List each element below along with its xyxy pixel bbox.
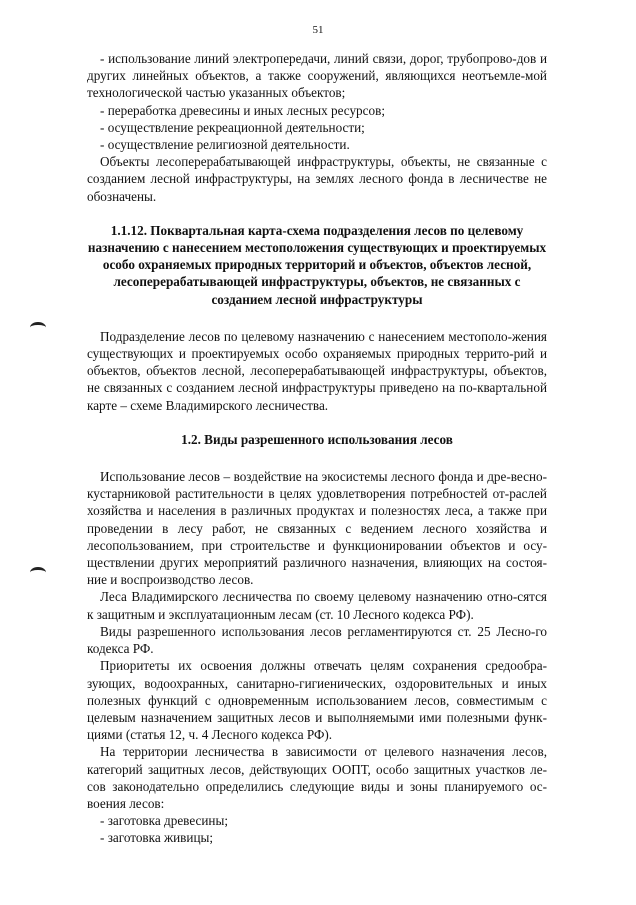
list-item: - осуществление рекреационной деятельности; bbox=[100, 119, 365, 135]
paragraph: На территории лесничества в зависимости от целевого назначения лесов, категорий защитных лесов, действующих ООПТ, особо защитных участков ле-сов законодательно определились следующие виды и зоны планируемого ос-воения лесов: bbox=[87, 744, 547, 811]
paragraph: Приоритеты их освоения должны отвечать целям сохранения средообра-зующих, водоохранных, санитарно-гигиенических, оздоровительных и иных полезных функций с одновременным использованием лесов, совместимым с целевым назначением защитных лесов и выполняемыми ими полезными функ-циями (статья 12, ч. 4 Лесного кодекса РФ). bbox=[87, 658, 547, 743]
section-heading: 1.1.12. Поквартальная карта-схема подразделения лесов по целевому назначению с нанесением местоположения существующих и проектируемых особо охраняемых природных территорий и объектов, объектов лесной, лесоперерабатывающей инфраструктуры, объектов, не связанных с созданием лесной инфраструктуры bbox=[87, 222, 547, 307]
scan-artifact-mark bbox=[30, 322, 46, 333]
page-number: 51 bbox=[312, 24, 324, 36]
paragraph: Леса Владимирского лесничества по своему целевому назначению отно-сятся к защитным и эксплуатационным лесам (ст. 10 Лесного кодекса РФ). bbox=[87, 589, 547, 622]
paragraph: Виды разрешенного использования лесов регламентируются ст. 25 Лесно-го кодекса РФ. bbox=[87, 623, 547, 657]
list-item: - использование линий электропередачи, линий связи, дорог, трубопрово-дов и других линейных объектов, а также сооружений, являющихся неотъемле-мой технологической частью указанных объектов; bbox=[87, 51, 547, 101]
document-body bbox=[87, 50, 547, 847]
list-item: - заготовка живицы; bbox=[100, 830, 214, 846]
list-item: - заготовка древесины; bbox=[100, 813, 228, 829]
list-item: - переработка древесины и иных лесных ресурсов; bbox=[100, 102, 385, 118]
section-heading: 1.2. Виды разрешенного использования лесов bbox=[181, 431, 453, 447]
paragraph: Подразделение лесов по целевому назначению с нанесением местополо-жения существующих и проектируемых особо охраняемых природных террито-рий и объектов, объектов лесной, лесоперерабатывающей инфраструктуры, объектов, не связанных с созданием лесной инфраструктуры приведено на по-квартальной карте – схеме Владимирского лесничества. bbox=[87, 328, 547, 413]
list-item: - осуществление религиозной деятельности. bbox=[100, 137, 350, 153]
paragraph: Использование лесов – воздействие на экосистемы лесного фонда и дре-весно-кустарниковой растительности в целях удовлетворения потребностей от-раслей хозяйства и населения в различных продуктах и полезностях леса, а также при проведении в лесу работ, не связанных с ведением лесного хозяйства и лесопользованием, при строительстве и функционировании объектов и осу-ществлении других мероприятий различного назначения, влияющих на состоя-ние и воспроизводство лесов. bbox=[87, 469, 547, 588]
paragraph: Объекты лесоперерабатывающей инфраструктуры, объекты, не связанные с созданием лесной инфраструктуры, на землях лесного фонда в лесничестве не обозначены. bbox=[87, 154, 547, 204]
scan-artifact-mark bbox=[30, 567, 46, 578]
